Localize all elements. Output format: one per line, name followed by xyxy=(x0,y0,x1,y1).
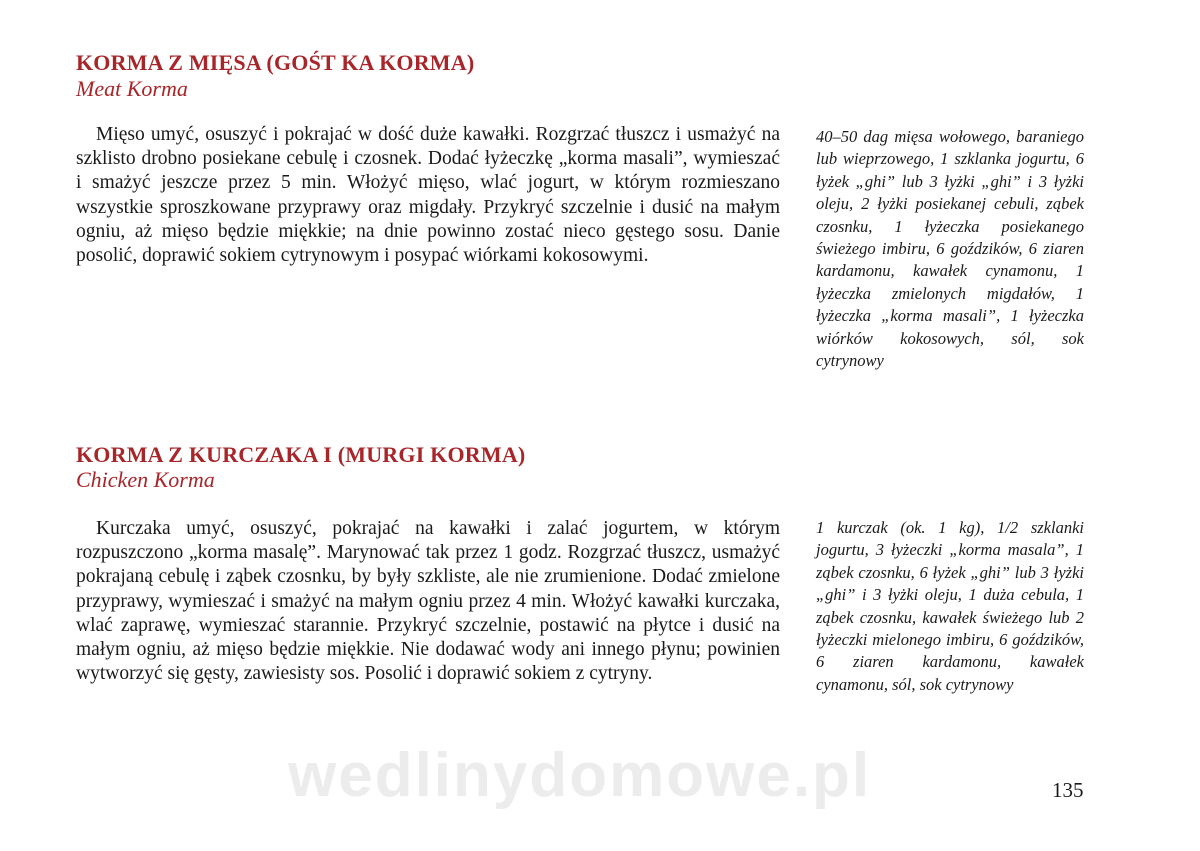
recipe-method-meat-korma: Mięso umyć, osuszyć i pokrajać w dość duże kawałki. Rozgrzać tłuszcz i usmażyć na szklisto drobno posiekane cebulę i czosnek. Dodać łyżeczkę „korma masali”, wymieszać i smażyć jeszcze przez 5 min. Włożyć mięso, wlać jogurt, w którym rozmieszano wszystkie sproszkowane przyprawy oraz migdały. Przykryć szczelnie i dusić na małym ogniu, aż mięso będzie miękkie; na dnie powinno zostać nieco gęstego sosu. Danie posolić, doprawić sokiem cytrynowym i posypać wiórkami kokosowymi. xyxy=(76,124,780,267)
page-number: 135 xyxy=(1052,778,1084,802)
recipe-method-chicken-korma: Kurczaka umyć, osuszyć, pokrajać na kawałki i zalać jogurtem, w którym rozpuszczono „korma masalę”. Marynować tak przez 1 godz. Rozgrzać tłuszcz, usmażyć pokrajaną cebulę i ząbek czosnku, by były szkliste, ale nie zrumienione. Dodać zmielone przyprawy, wymieszać i smażyć na małym ogniu przez 4 min. Włożyć kawałki kurczaka, wlać zaprawę, wymieszać starannie. Przykryć szczelnie, postawić na płytce i dusić na małym ogniu, aż mięso będzie miękkie. Nie dodawać wody ani innego płynu; powinien wytworzyć się gęsty, zawiesisty sos. Posolić i doprawić sokiem z cytryny. xyxy=(76,518,780,685)
recipe-ingredients-chicken-korma: 1 kurczak (ok. 1 kg), 1/2 szklanki jogurtu, 3 łyżeczki „korma masala”, 1 ząbek czosnku, 6 łyżek „ghi” lub 3 łyżki „ghi” i 3 łyżki oleju, 1 duża cebula, 1 ząbek czosnku, kawałek świeżego lub 2 łyżeczki mielonego imbiru, 6 goździków, 6 ziaren kardamonu, kawałek cynamonu, sól, sok cytrynowy xyxy=(816,518,1084,694)
recipe-subtitle-chicken-korma: Chicken Korma xyxy=(76,467,215,492)
recipe-ingredients-meat-korma: 40–50 dag mięsa wołowego, baraniego lub wieprzowego, 1 szklanka jogurtu, 6 łyżek „ghi” lub 3 łyżki „ghi” i 3 łyżki oleju, 2 łyżki posiekanej cebuli, ząbek czosnku, 1 łyżeczka posiekanego świeżego imbiru, 6 goździków, 6 ziaren kardamonu, kawałek cynamonu, 1 łyżeczka zmielonych migdałów, 1 łyżeczka „korma masali”, 1 łyżeczka wiórków kokosowych, sól, sok cytrynowy xyxy=(816,127,1084,371)
watermark: wedlinydomowe.pl xyxy=(288,741,872,810)
recipe-title-meat-korma: KORMA Z MIĘSA (GOŚT KA KORMA) xyxy=(76,50,475,75)
recipe-title-chicken-korma: KORMA Z KURCZAKA I (MURGI KORMA) xyxy=(76,442,526,467)
recipe-subtitle-meat-korma: Meat Korma xyxy=(76,76,188,101)
